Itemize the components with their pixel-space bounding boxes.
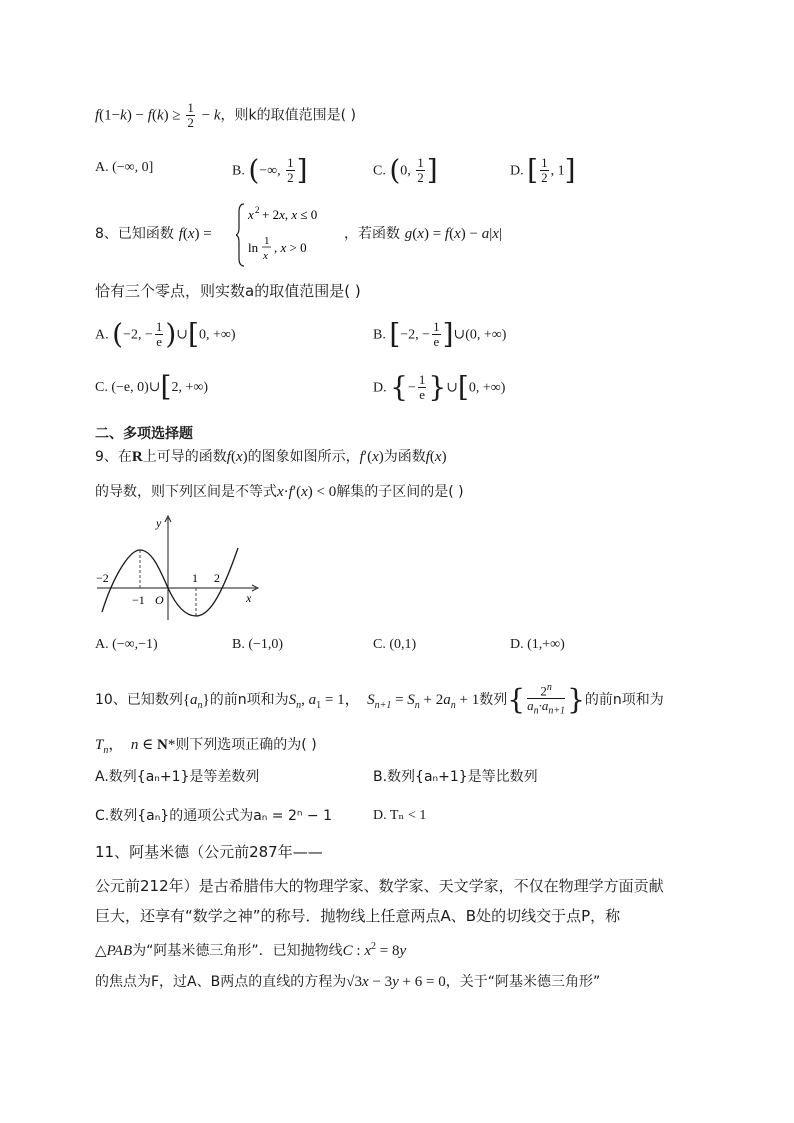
origin-label: O — [155, 593, 164, 607]
q7-option-a: A. (−∞, 0] — [95, 160, 154, 175]
q10-text-b: 的前n项和为 — [209, 691, 289, 708]
q9-text-a: 9、在 — [95, 449, 132, 465]
q9-option-c: C. (0,1) — [373, 637, 417, 652]
q10-option-c: C.数列{aₙ}的通项公式为aₙ = 2ⁿ − 1 — [95, 808, 333, 824]
q9-option-a: A. (−∞,−1) — [95, 637, 158, 652]
q11-line1: 11、阿基米德（公元前287年—— — [95, 843, 323, 861]
q10-text-a: 10、已知数列 — [95, 691, 183, 708]
q10-line2: $T_n$， n ∈ N*则下列选项正确的为( ) — [95, 737, 317, 756]
q10-text-c: 数列 — [479, 691, 508, 708]
svg-text:2: 2 — [255, 205, 260, 215]
q10-option-a: A.数列{aₙ+1}是等差数列 — [95, 769, 260, 785]
q9-option-b: B. (−1,0) — [232, 637, 284, 652]
svg-text:1: 1 — [264, 235, 270, 247]
q10-text-e: 则下列选项正确的为( ) — [175, 737, 317, 753]
svg-text:+ 2x, x ≤ 0: + 2x, x ≤ 0 — [262, 207, 318, 222]
q8-line2: 恰有三个零点，则实数a的取值范围是( ) — [95, 282, 361, 300]
y-label: y — [156, 516, 162, 530]
q9-text-d: 为函数 — [383, 449, 426, 465]
q11-text-c: ，关于“阿基米德三角形” — [445, 974, 601, 990]
q9-text-b: 上可导的函数 — [142, 449, 227, 465]
q10-text-d: 的前n项和为 — [584, 691, 664, 708]
q8-option-c: C. (−e, 0)∪[2, +∞) — [95, 370, 208, 403]
q11-line4: △PAB为“阿基米德三角形”．已知抛物线C : $x^2 = 8y$ — [95, 941, 407, 959]
q9-text-c: 的图象如图所示， — [247, 449, 360, 465]
tick-neg1: −1 — [132, 593, 145, 607]
q8-option-a: A. (−2, − $\frac{1}{e}$ )∪[0, +∞) — [95, 317, 236, 351]
q8-line1: 8、已知函数 f(x) = — [95, 226, 212, 242]
q11-line5: 的焦点为F，过A、B两点的直线的方程为√3x − 3y + 6 = 0，关于“阿基米德三角形” — [95, 974, 601, 990]
svg-text:x: x — [263, 250, 268, 262]
q8-line1-tail: ，若函数 g(x) = f(x) − a|x| — [344, 226, 502, 242]
q9-option-d: D. (1,+∞) — [510, 637, 565, 652]
q11-text-a: 为“阿基米德三角形”．已知抛物线 — [132, 943, 343, 959]
q8-middle: ，若函数 — [344, 226, 400, 242]
q7-option-d: D. [ $\frac{1}{2}$ , 1] — [510, 153, 576, 187]
q7-condition-tail: ，则k的取值范围是( ) — [220, 107, 357, 124]
svg-text:x: x — [248, 207, 254, 222]
q7-option-c: C. (0, $\frac{1}{2}$ ] — [373, 153, 438, 187]
q11-line2: 公元前212年）是古希腊伟大的物理学家、数学家、天文学家，不仅在物理学方面贡献 — [95, 877, 664, 895]
q9-text-e: 的导数，则下列区间是不等式 — [95, 484, 277, 500]
q8-option-d: D. {− $\frac{1}{e}$ }∪[0, +∞) — [373, 370, 506, 404]
q10-option-b: B.数列{aₙ+1}是等比数列 — [373, 769, 538, 785]
q7-condition-line: f(1−k) − f(k) ≥ $\frac{1}{2}$ − k，则k的取值范围是( ) — [95, 100, 357, 130]
q11-text-b: 的焦点为F，过A、B两点的直线的方程为 — [95, 974, 347, 990]
section-heading: 二、多项选择题 — [95, 426, 193, 442]
q9-line1: 9、在R上可导的函数f(x)的图象如图所示，f′(x)为函数f(x) — [95, 449, 447, 465]
x-label: x — [246, 591, 252, 605]
q8-piecewise — [236, 200, 336, 270]
q10-line1: 10、已知数列$\{a_n\}$的前n项和为$S_n$, $a_1 = 1$， $S_{n+1} = S_n + 2a_n + 1$数列{ $\frac{2^n}{a_n\cdot a_{n+1}}$ }的前n项和为 — [95, 682, 664, 717]
q8-option-b: B. [−2, − $\frac{1}{e}$ ]∪(0, +∞) — [373, 317, 507, 351]
svg-text:ln: ln — [248, 240, 259, 255]
tick-2: 2 — [214, 571, 220, 585]
q9-text-f: 解集的子区间的是( ) — [336, 484, 464, 500]
tick-1: 1 — [192, 571, 198, 585]
q9-line2: 的导数，则下列区间是不等式x·f′(x) < 0解集的子区间的是( ) — [95, 484, 464, 500]
tick-neg2: −2 — [96, 571, 109, 585]
q8-number: 8、已知函数 — [95, 226, 174, 242]
q7-option-b: B. (−∞, $\frac{1}{2}$ ] — [232, 153, 308, 187]
q9-function-graph — [92, 512, 262, 624]
q11-line3: 巨大，还享有“数学之神”的称号．抛物线上任意两点A、B处的切线交于点P，称 — [95, 907, 621, 925]
svg-text:, x > 0: , x > 0 — [274, 240, 307, 255]
q10-option-d: D. Tₙ < 1 — [373, 808, 427, 823]
